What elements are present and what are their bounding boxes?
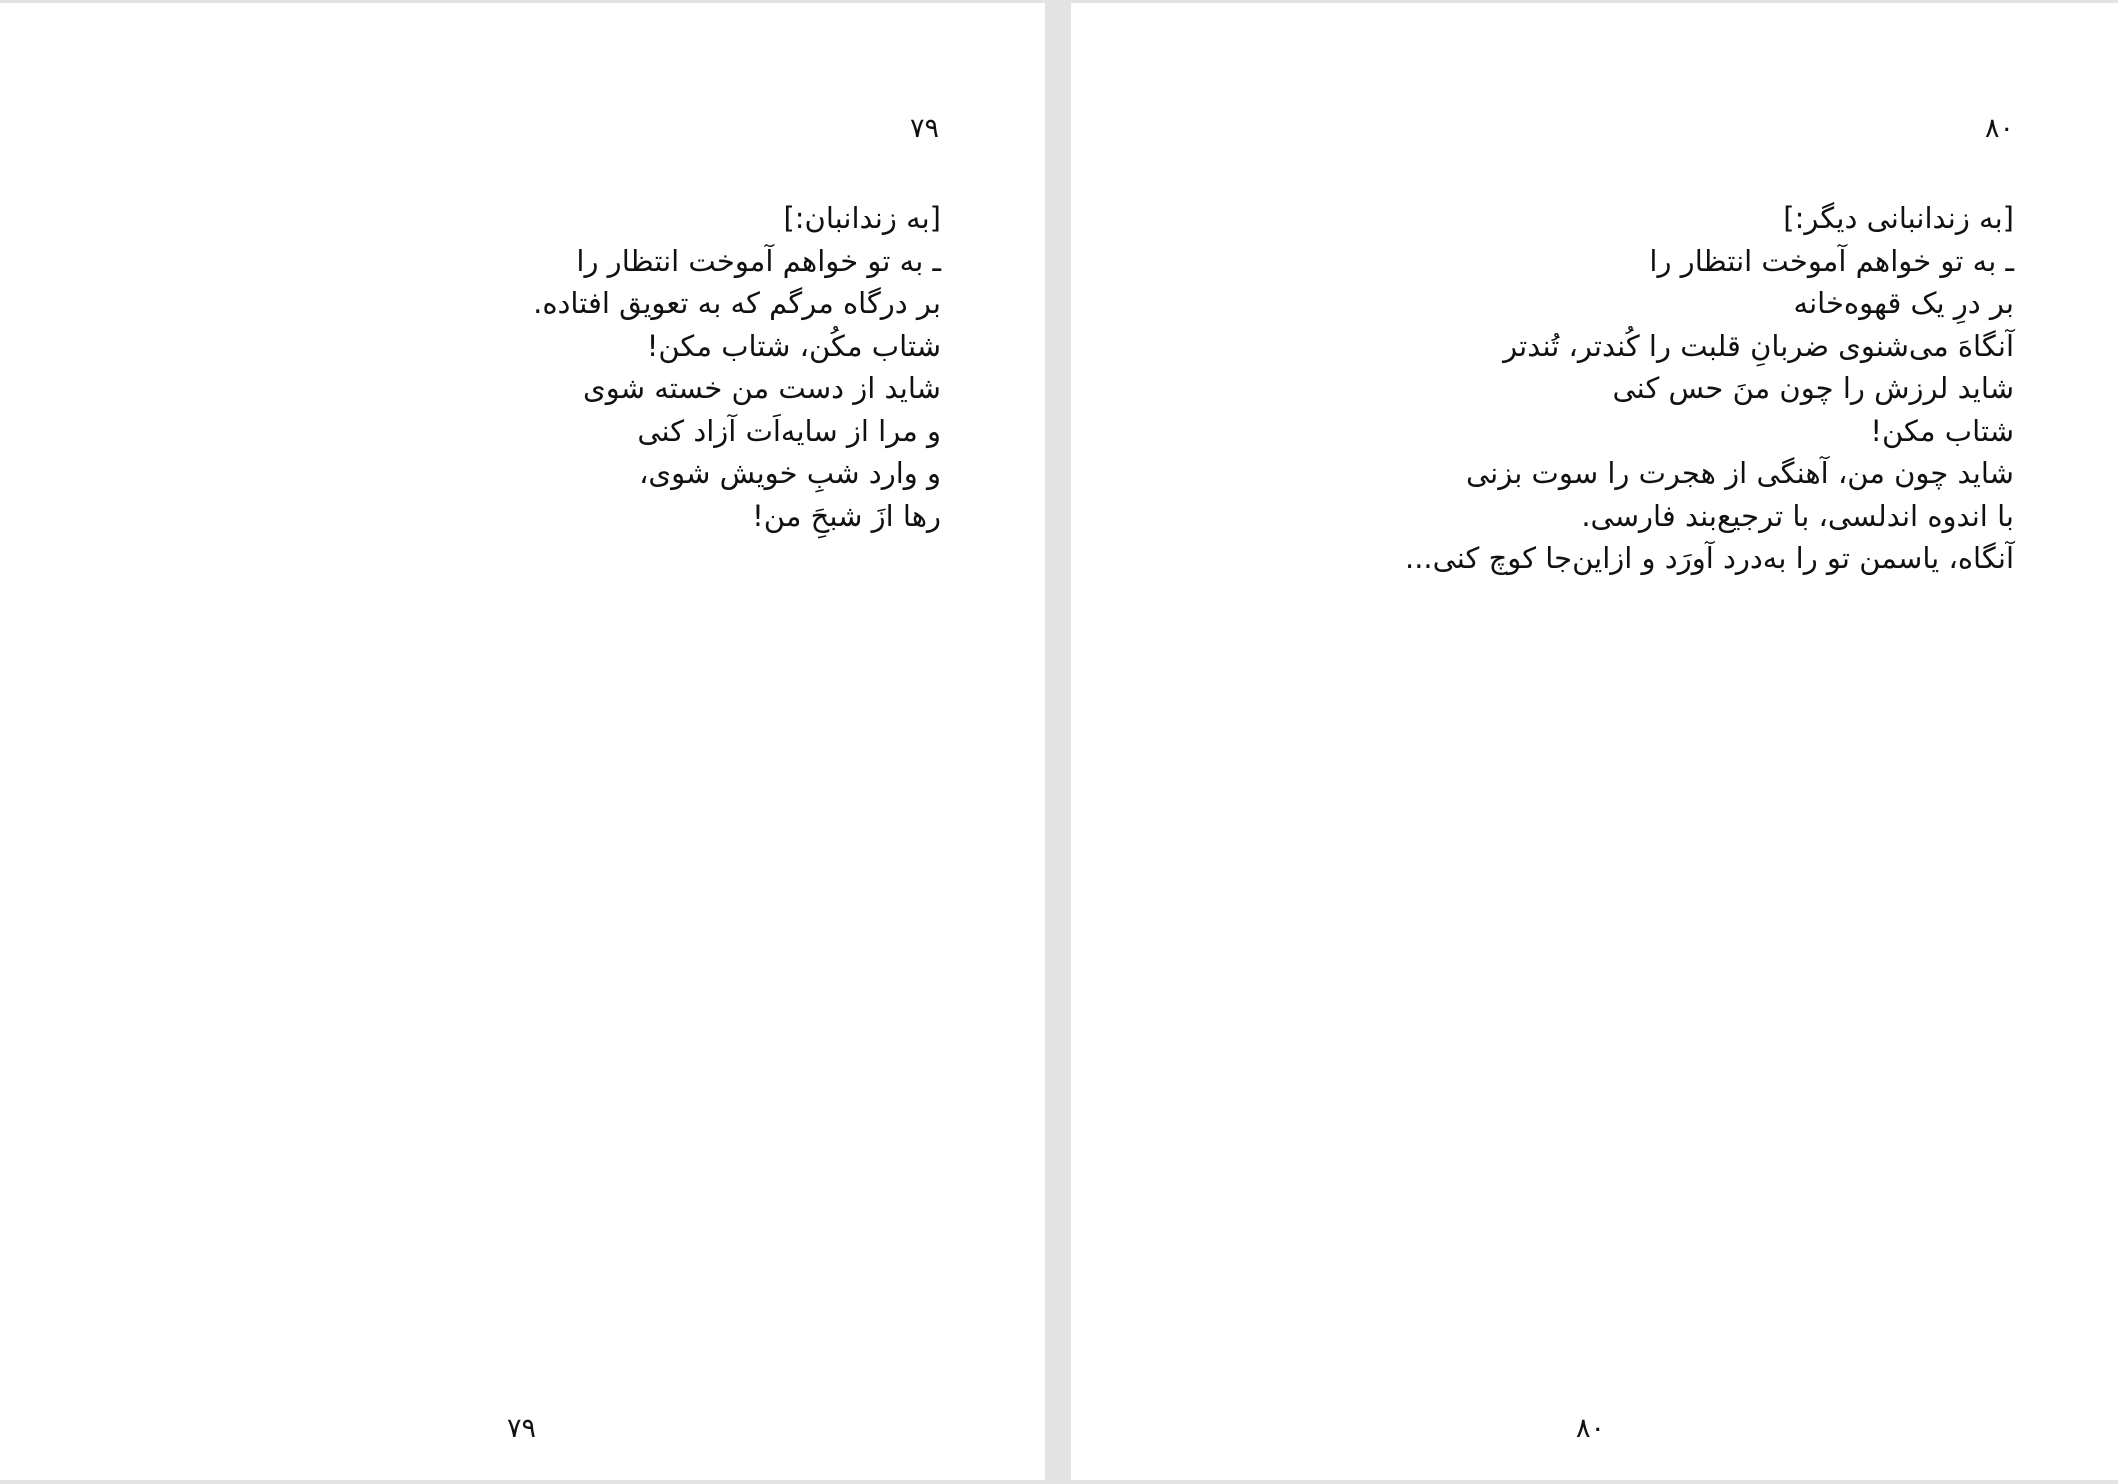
poem-line: شتاب مکن!	[1870, 413, 2014, 448]
poem-line: با اندوه اندلسی، با ترجیع‌بند فارسی.	[1581, 498, 2014, 533]
poem-line: و وارد شبِ خویش شوی،	[639, 456, 941, 490]
poem-line: رها ازَ شبحَِ من!	[752, 498, 941, 533]
poem-line: شاید لرزش را چون منَ حس کنی	[1612, 371, 2014, 405]
poem-line: [به زندانبان:]	[783, 201, 941, 235]
poem-text	[1405, 197, 2014, 580]
poem-line: ـ به تو خواهم آموخت انتظار را	[576, 243, 941, 278]
poem-line: ـ به تو خواهم آموخت انتظار را	[1649, 243, 2014, 278]
poem-text	[533, 197, 941, 537]
poem-line: [به زندانبانی دیگر:]	[1783, 201, 2014, 235]
page-number-bottom: ۸۰	[1576, 1413, 1606, 1444]
poem-line: شاید از دست من خسته شوی	[583, 371, 941, 405]
page-number-top: ۷۹	[909, 113, 939, 144]
poem-line: آنگاهَ می‌شنوی ضربانِ قلبت را کُندتر، تُندتر	[1503, 328, 2014, 363]
poem-line: شتاب مکُن، شتاب مکن!	[646, 328, 941, 363]
left-page	[0, 3, 1045, 1480]
poem-line: آنگاه، یاسمن تو را به‌درد آورَد و ازاین‌جا کوچ کنی...	[1404, 541, 2014, 575]
poem-line: و مرا از سایه‌اَت آزاد کنی	[637, 413, 941, 448]
page-number-top: ۸۰	[1984, 113, 2014, 144]
poem-line: شاید چون من، آهنگی از هجرت را سوت بزنی	[1466, 456, 2014, 490]
page-number-bottom: ۷۹	[507, 1413, 537, 1444]
right-page	[1071, 3, 2118, 1480]
poem-line: بر درگاه مرگم که به تعویق افتاده.	[533, 286, 941, 320]
poem-line: بر درِ یک قهوه‌خانه	[1793, 286, 2014, 320]
